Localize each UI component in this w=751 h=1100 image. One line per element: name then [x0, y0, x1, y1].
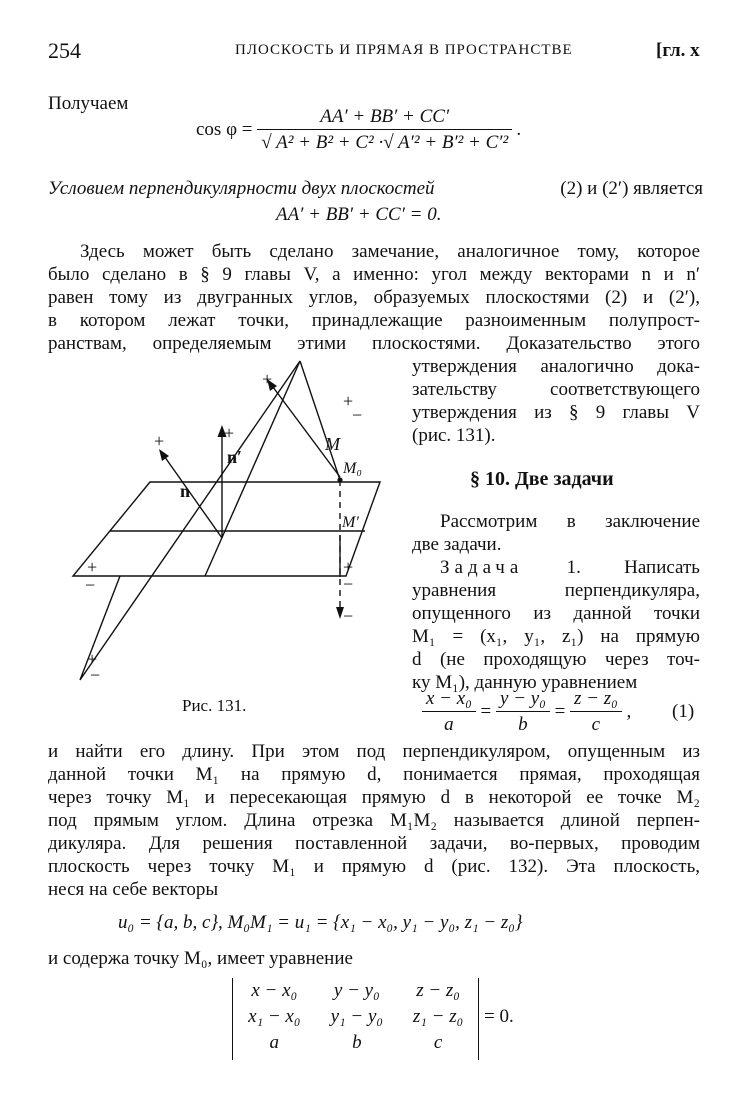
det-cell: x − x₀	[251, 980, 298, 1001]
cos-den-root-2: √ A′² + B′² + C′²	[383, 132, 509, 153]
right-line12: ку M₁), данную уравнением	[412, 672, 638, 693]
cos-den-dot: ·	[378, 132, 384, 153]
right-line6: две задачи.	[412, 534, 502, 555]
det-cell: z − z₀	[416, 980, 460, 1001]
cos-period: .	[516, 119, 522, 140]
det-cell: a	[269, 1032, 280, 1053]
plus-n: +	[154, 431, 165, 451]
plus-plane-right: +	[343, 557, 354, 577]
word-poluchaem: Получаем	[48, 93, 129, 114]
minus-slant-top: −	[352, 405, 363, 425]
right-line1: утверждения аналогично дока-	[412, 356, 700, 377]
running-title: ПЛОСКОСТЬ И ПРЯМАЯ В ПРОСТРАНСТВЕ	[235, 42, 573, 58]
det-cell: x₁ − x₀	[248, 1006, 301, 1027]
para1-line3: равен тому из двугранных углов, образуемых плоскостями (2) и (2′),	[48, 287, 700, 308]
equation-1-label: (1)	[672, 701, 695, 722]
cos-lhs: cos φ =	[196, 119, 253, 140]
section-heading: § 10. Две задачи	[470, 468, 614, 490]
right-line3: утверждения из § 9 главы V	[412, 402, 700, 423]
determinant-table	[233, 978, 478, 1056]
determinant	[232, 978, 479, 1060]
right-line9: опущенного из данной точки	[412, 603, 700, 624]
minus-plane-right: −	[343, 574, 354, 594]
para2-line1: и найти его длину. При этом под перпендикуляром, опущенным из	[48, 741, 700, 762]
para2-line7: неся на себе векторы	[48, 879, 219, 900]
chapter-label: [гл. x	[656, 40, 700, 61]
task-word: Задача	[440, 557, 524, 578]
condition-italic: Условием перпендикулярности двух плоскостей	[48, 178, 435, 199]
right-line5: Рассмотрим в заключение	[440, 511, 700, 532]
det-cell: y₁ − y₀	[330, 1006, 384, 1027]
det-row	[233, 978, 478, 1004]
right-line8: уравнения перпендикуляра,	[412, 580, 700, 601]
eq1-frac-y	[496, 688, 550, 736]
plus-plane-left: +	[87, 557, 98, 577]
label-M-prime: M′	[342, 514, 359, 531]
det-row	[233, 1030, 478, 1056]
eq1-frac-z	[570, 688, 622, 736]
slanted-plane-inner	[205, 361, 300, 576]
right-line10: M₁ = (x₁, y₁, z₁) на прямую	[412, 626, 700, 647]
eq1-x-num: x − x₀	[422, 688, 476, 712]
determinant-equals: = 0.	[484, 1006, 514, 1027]
vector-equation: u₀ = {a, b, c}, M₀M₁ = u₁ = {x₁ − x₀, y₁ − y₀, z₁ − z₀}	[118, 912, 523, 933]
label-n: n	[180, 481, 191, 501]
eq1-z-den: c	[591, 714, 601, 735]
para2-line3: через точку M₁ и пересекающая прямую d в некоторой ее точке M₂	[48, 787, 700, 808]
label-n-prime: n′	[227, 447, 243, 467]
det-cell: c	[433, 1032, 443, 1053]
normal-n-line	[162, 453, 222, 538]
plus-ray: +	[262, 369, 273, 389]
plus-n-prime: +	[224, 423, 235, 443]
eq1-y-num: y − y₀	[496, 688, 550, 712]
eq1-z-num: z − z₀	[570, 688, 622, 712]
para2-line2: данной точки M₁ на прямую d, понимается прямая, проходящая	[48, 764, 700, 785]
slanted-plane-right-top	[300, 361, 340, 480]
figure-131	[40, 355, 410, 700]
right-line11: d (не проходящую через точ-	[412, 649, 700, 670]
para2-line8: и содержа точку M₀, имеет уравнение	[48, 948, 353, 969]
minus-slant-bottom: −	[90, 665, 101, 685]
right-line2: зательству соответствующего	[412, 379, 700, 400]
figure-caption: Рис. 131.	[182, 696, 247, 715]
minus-dashed-end: −	[343, 606, 354, 626]
para1-line2: было сделано в § 9 главы V, а именно: угол между векторами n и n′	[48, 264, 700, 285]
task-line	[440, 556, 700, 579]
para2-line4: под прямым углом. Длина отрезка M₁M₂ называется длиной перпен-	[48, 810, 700, 831]
slanted-plane-left	[80, 361, 300, 680]
eq1-x-den: a	[444, 714, 454, 735]
para1-line5: ранствам, определяемым этими плоскостями. Доказательство этого	[48, 333, 700, 354]
cos-formula	[196, 106, 522, 154]
minus-plane-left: −	[85, 575, 96, 595]
condition-equation: AA′ + BB′ + CC′ = 0.	[276, 204, 442, 225]
det-row	[233, 1004, 478, 1030]
eq1-frac-x	[422, 688, 476, 736]
para2-line5: дикуляра. Для решения поставленной задачи, во-первых, проводим	[48, 833, 700, 854]
equation-1: $\frac{\text{x − x₀}}{a}$ = $\frac{\text{y − y₀}}{b}$ = $\frac{\text{z − z₀}}{c}$ ,	[422, 688, 631, 736]
det-cell: b	[352, 1032, 362, 1053]
eq1-y-den: b	[518, 714, 528, 735]
cos-numerator: AA′ + BB′ + CC′	[257, 106, 512, 130]
para2-line6: плоскость через точку M₁ и прямую d (рис. 132). Эта плоскость,	[48, 856, 700, 877]
page-number: 254	[48, 38, 81, 63]
plus-slant-bottom: +	[87, 649, 98, 669]
para1-line4: в котором лежат точки, принадлежащие разноименным полупрост-	[48, 310, 700, 331]
det-cell: y − y₀	[333, 980, 380, 1001]
ray-m-line	[270, 383, 340, 477]
right-line4: (рис. 131).	[412, 425, 496, 446]
cos-denominator	[257, 130, 512, 154]
task-number: 1.	[566, 557, 581, 578]
task-rest: Написать	[624, 557, 700, 578]
para1-line1: Здесь может быть сделано замечание, аналогичное тому, которое	[80, 241, 700, 262]
point-M0	[337, 477, 342, 482]
cos-den-root-1: √ A² + B² + C²	[261, 132, 379, 153]
plus-slant-top: +	[343, 391, 354, 411]
label-M0: M₀	[343, 460, 362, 477]
perpendicularity-condition	[48, 177, 703, 200]
label-M: M	[325, 434, 340, 454]
condition-rest: (2) и (2′) является	[560, 178, 703, 199]
det-cell: z₁ − z₀	[412, 1006, 464, 1027]
page-header	[40, 38, 710, 68]
cos-fraction	[257, 106, 512, 154]
